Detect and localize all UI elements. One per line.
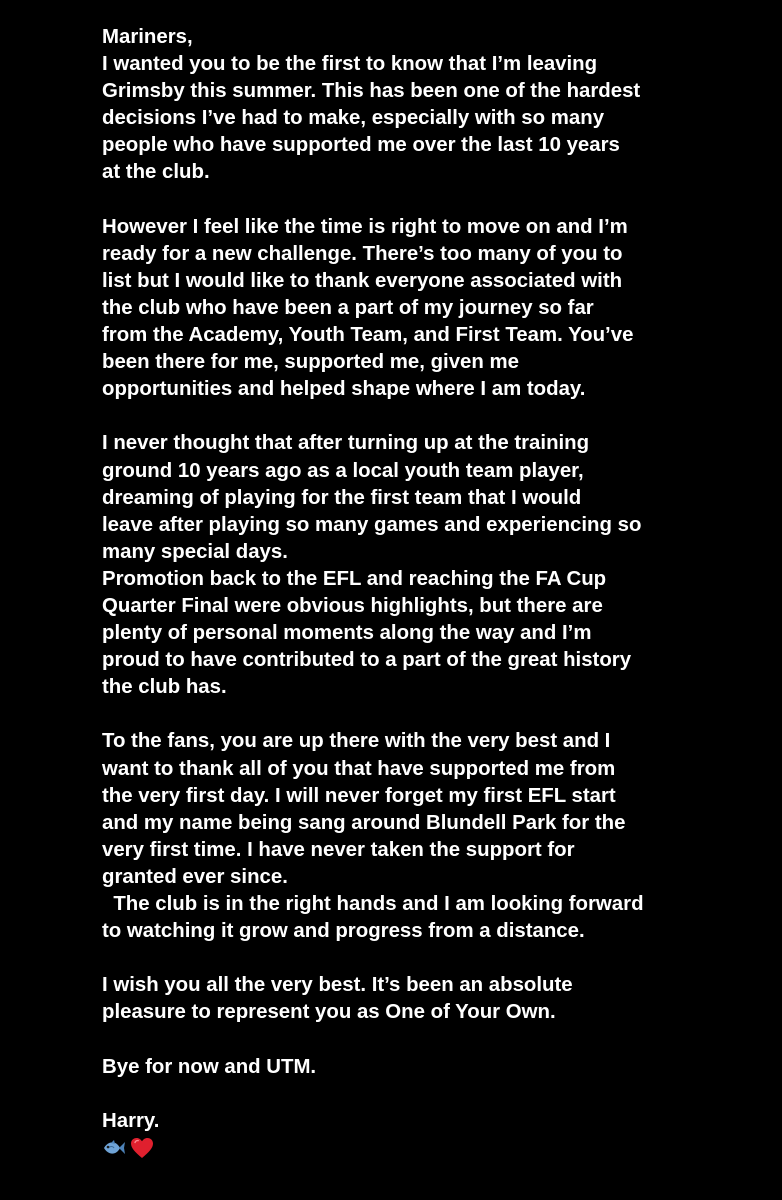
text-line: I wanted you to be the first to know that I’m leaving: [102, 53, 598, 76]
text-line: dreaming of playing for the first team that I would: [102, 486, 582, 509]
greeting-line: Mariners,: [102, 26, 193, 48]
paragraph-farewell: [102, 1054, 762, 1081]
text-line: Bye for now and UTM.: [102, 1055, 317, 1078]
text-line: leave after playing so many games and experiencing so: [102, 513, 642, 536]
text-line: list but I would like to thank everyone associated with: [102, 269, 623, 292]
blank-line: [102, 945, 762, 972]
text-line: want to thank all of you that have supported me from: [102, 757, 616, 780]
text-line: Promotion back to the EFL and reaching the FA Cup: [102, 567, 607, 590]
text-line: people who have supported me over the last 10 years: [102, 134, 620, 157]
text-line: been there for me, supported me, given me: [102, 351, 519, 374]
text-line: to watching it grow and progress from a distance.: [102, 920, 585, 943]
text-line: at the club.: [102, 161, 210, 184]
text-line: Grimsby this summer. This has been one of the hardest: [102, 80, 641, 103]
text-line: opportunities and helped shape where I am today.: [102, 378, 586, 401]
paragraph-announcement: [102, 51, 762, 186]
text-line: However I feel like the time is right to move on and I’m: [102, 215, 628, 238]
text-line: ready for a new challenge. There’s too many of you to: [102, 242, 623, 265]
text-line: and my name being sang around Blundell Park for the: [102, 811, 626, 834]
paragraph-wishes: [102, 972, 762, 1026]
blank-line: [102, 403, 762, 430]
text-line: proud to have contributed to a part of the great history: [102, 649, 632, 672]
text-line: from the Academy, Youth Team, and First Team. You’ve: [102, 324, 634, 347]
text-line: I never thought that after turning up at the training: [102, 432, 590, 455]
paragraph-memories: [102, 430, 762, 701]
text-line: decisions I’ve had to make, especially with so many: [102, 107, 605, 130]
text-line: very first time. I have never taken the support for: [102, 838, 575, 861]
paragraph-thanks: [102, 214, 762, 404]
fish-icon: [102, 1139, 126, 1157]
text-line: pleasure to represent you as One of Your Own.: [102, 1001, 556, 1024]
text-line: To the fans, you are up there with the very best and I: [102, 730, 611, 753]
text-line: the very first day. I will never forget my first EFL start: [102, 784, 616, 807]
notes-text-body: [102, 24, 762, 1162]
signature: Harry.: [102, 1109, 160, 1132]
blank-line: [102, 1081, 762, 1108]
red-heart-icon: [130, 1137, 154, 1159]
blank-line: [102, 187, 762, 214]
text-line: The club is in the right hands and I am looking forward: [102, 893, 644, 915]
text-line: the club who have been a part of my journey so far: [102, 296, 594, 319]
blank-line: [102, 701, 762, 728]
paragraph-fans: [102, 728, 762, 945]
text-line: many special days.: [102, 540, 288, 563]
text-line: the club has.: [102, 676, 227, 699]
blank-line: [102, 1026, 762, 1053]
emoji-row: [102, 1135, 762, 1162]
text-line: Quarter Final were obvious highlights, but there are: [102, 594, 603, 617]
text-line: I wish you all the very best. It’s been an absolute: [102, 974, 573, 997]
text-line: granted ever since.: [102, 865, 288, 888]
text-line: plenty of personal moments along the way and I’m: [102, 622, 592, 645]
text-line: ground 10 years ago as a local youth team player,: [102, 459, 584, 482]
